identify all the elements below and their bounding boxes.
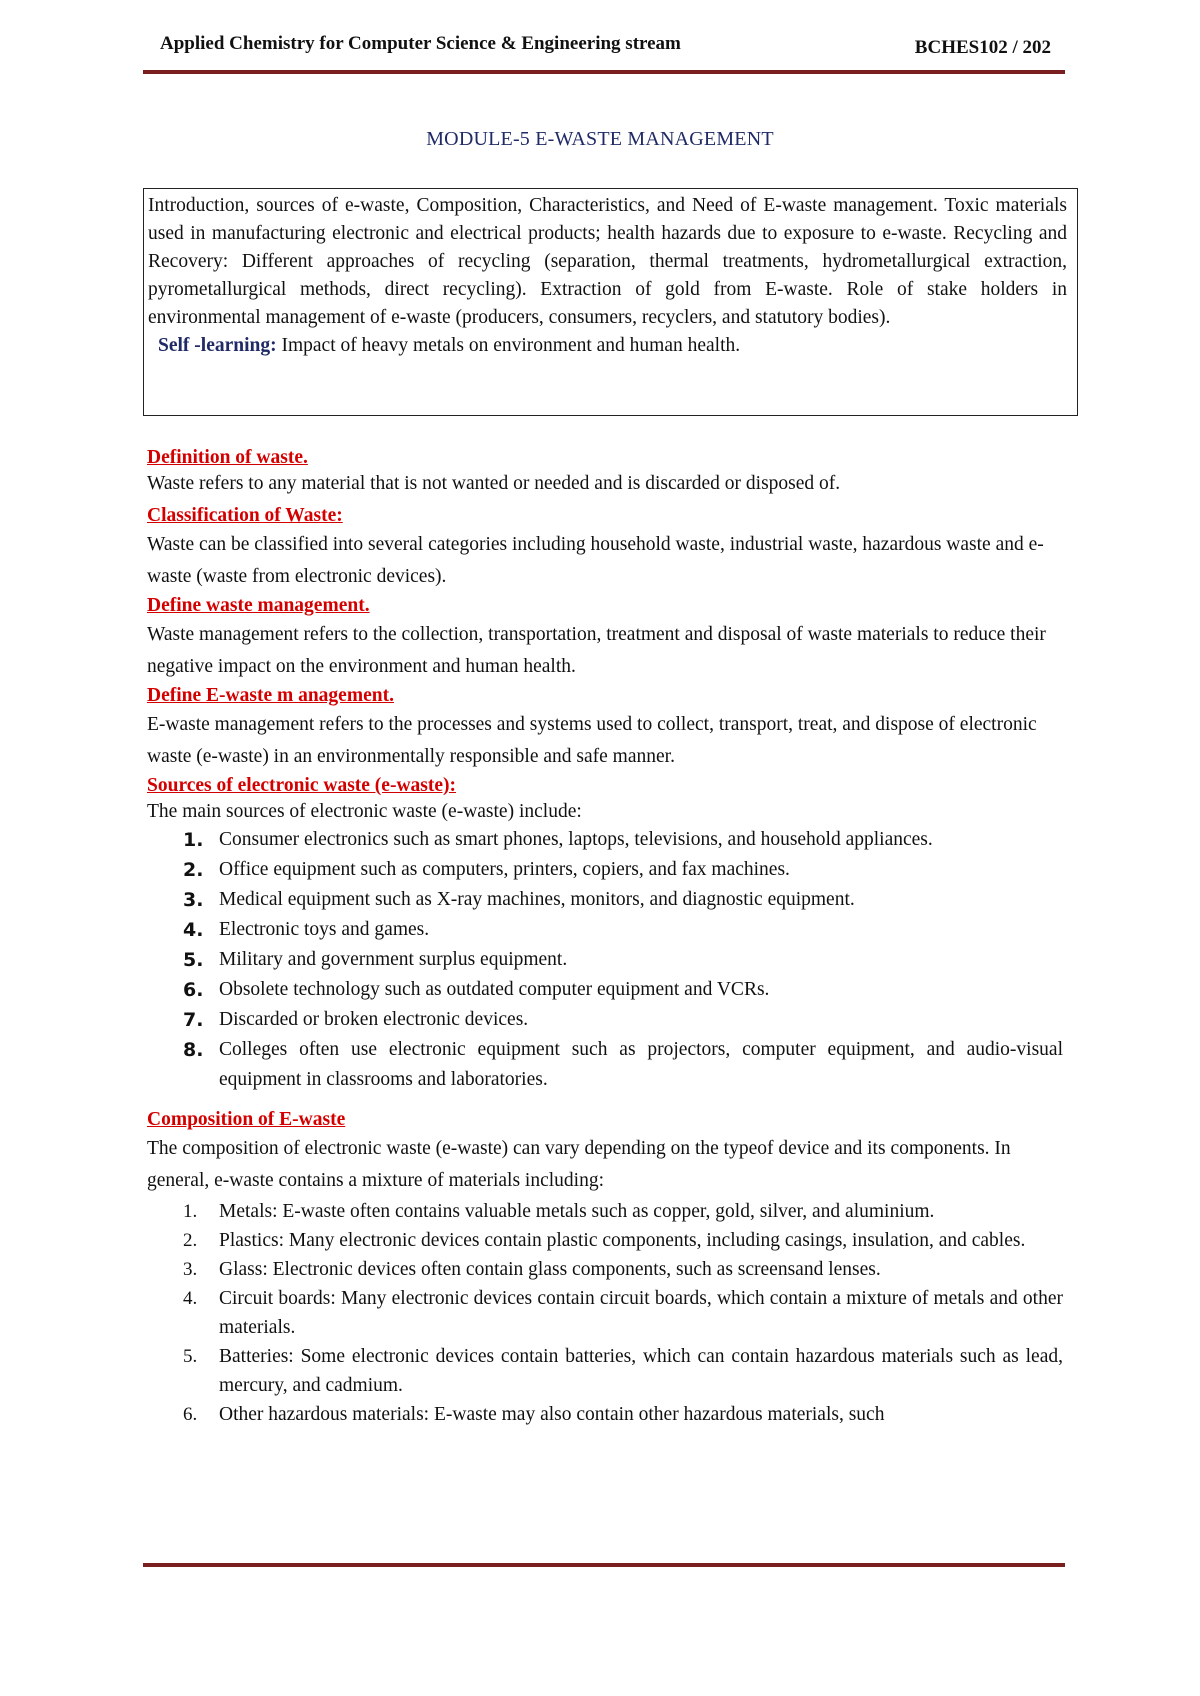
list-number: 6. xyxy=(183,1404,198,1425)
list-text: Obsolete technology such as outdated computer equipment and VCRs. xyxy=(219,979,770,1000)
list-text: Batteries: Some electronic devices contain batteries, which can contain hazardous materials such as lead, mercury, and cadmium. xyxy=(219,1346,1063,1396)
list-text: Colleges often use electronic equipment such as projectors, computer equipment, and audio-visual equipment in classrooms and laboratories. xyxy=(219,1039,1063,1090)
list-number: 5. xyxy=(183,949,204,971)
footer-rule xyxy=(143,1563,1065,1567)
list-item xyxy=(147,915,1077,945)
list-item xyxy=(147,1342,1077,1400)
list-item xyxy=(147,1035,1077,1095)
ewaste-management-heading: Define E-waste m anagement. xyxy=(147,685,394,706)
list-item xyxy=(147,855,1077,885)
list-item xyxy=(147,1226,1077,1255)
list-number: 3. xyxy=(183,889,204,911)
list-text: Military and government surplus equipment. xyxy=(219,949,568,970)
syllabus-text: Introduction, sources of e-waste, Composition, Characteristics, and Need of E-waste management. Toxic materials used in manufacturing electronic and electrical products; health hazards due to exposure to e-waste. Recycling and Recovery: Different approaches of recycling (separation, thermal treatments, hydrometallurgical extraction, pyrometallurgical methods, direct recycling). Extraction of gold from E-waste. Role of stake holders in environmental management of e-waste (producers, consumers, recyclers, and statutory bodies). xyxy=(148,195,1067,328)
sources-heading: Sources of electronic waste (e-waste): xyxy=(147,775,457,796)
module-title: MODULE-5 E-WASTE MANAGEMENT xyxy=(426,128,774,150)
composition-intro: The composition of electronic waste (e-waste) can vary depending on the typeof device and its components. In general, e-waste contains a mixture of materials including: xyxy=(147,1138,1011,1191)
list-number: 2. xyxy=(183,859,204,881)
list-item xyxy=(147,825,1077,855)
list-number: 5. xyxy=(183,1346,198,1367)
list-item xyxy=(147,1284,1077,1342)
list-number: 4. xyxy=(183,919,204,941)
list-item xyxy=(147,885,1077,915)
list-text: Circuit boards: Many electronic devices contain circuit boards, which contain a mixture of metals and other materials. xyxy=(219,1288,1063,1338)
syllabus-box xyxy=(143,188,1078,416)
list-number: 6. xyxy=(183,979,204,1001)
list-text: Electronic toys and games. xyxy=(219,919,430,940)
list-number: 3. xyxy=(183,1259,198,1280)
composition-list xyxy=(147,1197,1077,1429)
course-code: BCHES102 / 202 xyxy=(914,37,1051,58)
list-text: Office equipment such as computers, printers, copiers, and fax machines. xyxy=(219,859,790,880)
list-text: Medical equipment such as X-ray machines, monitors, and diagnostic equipment. xyxy=(219,889,855,910)
ewaste-management-text: E-waste management refers to the processes and systems used to collect, transport, treat, and dispose of electronic waste (e-waste) in an environmentally responsible and safe manner. xyxy=(147,714,1037,767)
list-item xyxy=(147,975,1077,1005)
list-text: Glass: Electronic devices often contain glass components, such as screensand lenses. xyxy=(219,1259,881,1280)
course-title: Applied Chemistry for Computer Science & Engineering stream xyxy=(160,33,681,54)
composition-heading: Composition of E-waste xyxy=(147,1109,346,1130)
list-item xyxy=(147,1400,1077,1429)
list-number: 8. xyxy=(183,1039,204,1061)
self-learning-label: Self -learning: xyxy=(158,335,277,356)
list-number: 2. xyxy=(183,1230,198,1251)
list-number: 7. xyxy=(183,1009,204,1031)
self-learning xyxy=(158,332,1067,360)
main-content xyxy=(147,445,1077,1429)
list-text: Plastics: Many electronic devices contain plastic components, including casings, insulation, and cables. xyxy=(219,1230,1026,1251)
waste-management-text: Waste management refers to the collection, transportation, treatment and disposal of waste materials to reduce their negative impact on the environment and human health. xyxy=(147,624,1046,677)
list-number: 1. xyxy=(183,829,204,851)
sources-list xyxy=(147,825,1077,1095)
self-learning-text: Impact of heavy metals on environment and human health. xyxy=(276,335,741,356)
list-number: 4. xyxy=(183,1288,198,1309)
sources-intro: The main sources of electronic waste (e-waste) include: xyxy=(147,801,582,822)
list-item xyxy=(147,1005,1077,1035)
list-text: Discarded or broken electronic devices. xyxy=(219,1009,529,1030)
list-text: Metals: E-waste often contains valuable metals such as copper, gold, silver, and aluminium. xyxy=(219,1201,935,1222)
list-text: Other hazardous materials: E-waste may also contain other hazardous materials, such xyxy=(219,1404,885,1425)
list-text: Consumer electronics such as smart phones, laptops, televisions, and household appliances. xyxy=(219,829,933,850)
definition-waste-heading: Definition of waste. xyxy=(147,447,308,468)
list-item xyxy=(147,1197,1077,1226)
header-rule xyxy=(143,70,1065,74)
list-number: 1. xyxy=(183,1201,198,1222)
classification-text: Waste can be classified into several categories including household waste, industrial waste, hazardous waste and e-waste (waste from electronic devices). xyxy=(147,534,1044,587)
waste-management-heading: Define waste management. xyxy=(147,595,370,616)
list-item xyxy=(147,945,1077,975)
definition-waste-text: Waste refers to any material that is not wanted or needed and is discarded or disposed of. xyxy=(147,473,841,494)
classification-heading: Classification of Waste: xyxy=(147,505,343,526)
list-item xyxy=(147,1255,1077,1284)
